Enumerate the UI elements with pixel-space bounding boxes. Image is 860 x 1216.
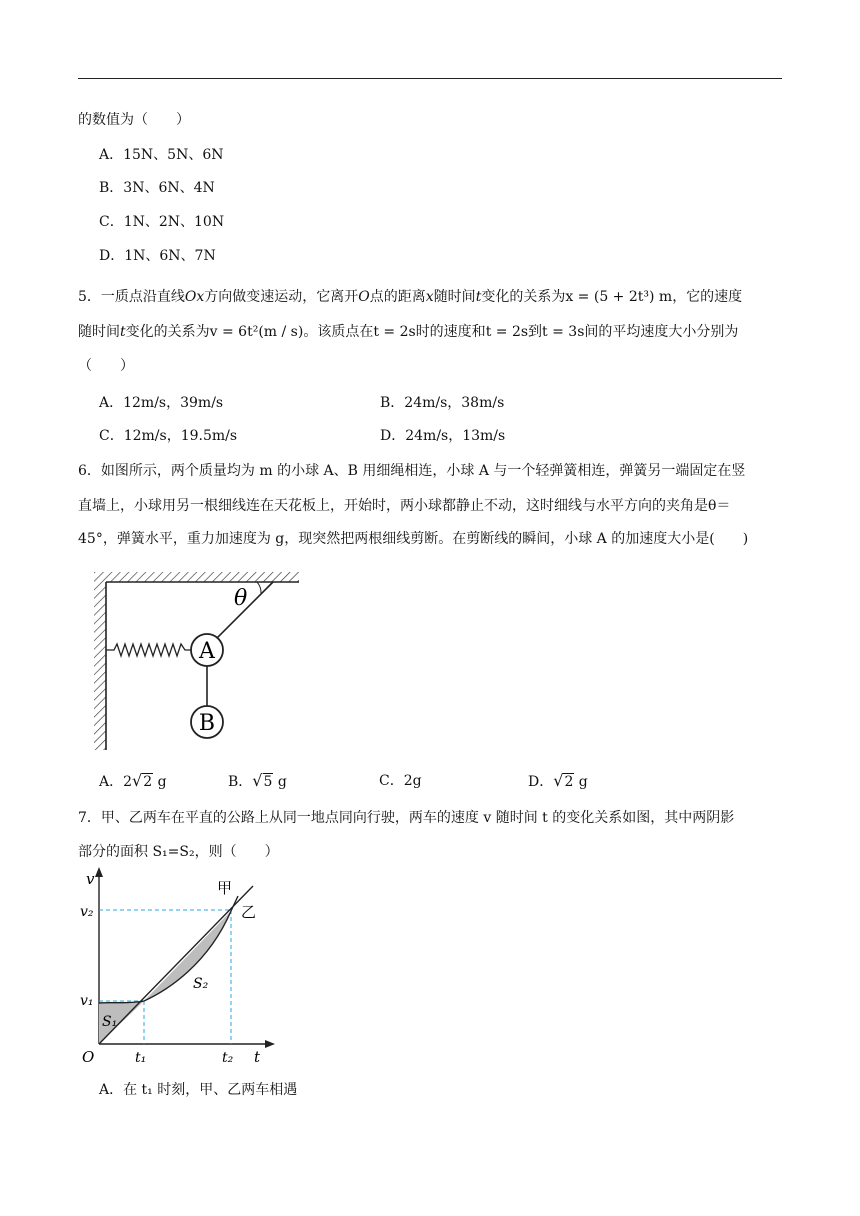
- ceiling-hatch: [94, 572, 299, 582]
- s2-label: S₂: [193, 976, 209, 992]
- t1-label: t₁: [135, 1050, 147, 1064]
- ball-b-label: B: [198, 711, 216, 736]
- q6-line3: 45°，弹簧水平，重力加速度为 g，现突然把两根细线剪断。在剪断线的瞬间，小球 A 的加速度大小是( ): [78, 531, 749, 547]
- q6-line1: 6．如图所示，两个质量均为 m 的小球 A、B 用细绳相连，小球 A 与一个轻弹簧相连，弹簧另一端固定在竖: [78, 463, 746, 479]
- t2-label: t₂: [222, 1050, 234, 1064]
- ball-a-label: A: [199, 639, 215, 664]
- q6-figure: [88, 570, 303, 759]
- spring: [106, 644, 192, 656]
- curve-yi: [99, 896, 238, 1003]
- q6-option-c[interactable]: C．2g: [379, 773, 422, 789]
- q4-option-d[interactable]: D．1N、6N、7N: [99, 248, 216, 264]
- x-axis-label: t: [254, 1048, 261, 1064]
- area-s2: [144, 911, 231, 1001]
- yi-label: 乙: [241, 903, 257, 921]
- q7-graph: [78, 864, 278, 1068]
- q6-option-d[interactable]: D．√2 g: [528, 771, 588, 790]
- q5-formula-v: v = 6t²(m / s): [209, 324, 304, 340]
- q7-option-a[interactable]: A．在 t₁ 时刻，甲、乙两车相遇: [99, 1082, 298, 1098]
- q4-option-c[interactable]: C．1N、2N、10N: [99, 214, 225, 230]
- origin-label: O: [82, 1048, 95, 1064]
- q5-formula-x: x = (5 + 2t³) m: [565, 289, 673, 305]
- q4-option-a[interactable]: A．15N、5N、6N: [99, 147, 224, 163]
- q7-line2: 部分的面积 S₁=S₂，则（ ）: [78, 844, 279, 860]
- v2-label: v₂: [80, 904, 94, 920]
- header-rule: [78, 78, 782, 79]
- y-axis-label: v: [86, 870, 95, 888]
- angle-arc: [257, 582, 261, 593]
- q4-option-b[interactable]: B．3N、6N、4N: [99, 180, 215, 196]
- v1-label: v₁: [80, 993, 94, 1009]
- jia-label: 甲: [217, 879, 233, 897]
- y-axis-arrow: [95, 867, 103, 877]
- q5-line3: （ ）: [78, 358, 134, 374]
- q5-option-b[interactable]: B．24m/s，38m/s: [380, 395, 505, 411]
- q4-tail: 的数值为（ ）: [78, 112, 190, 128]
- wall-hatch: [94, 582, 106, 750]
- s1-label: S₁: [102, 1014, 118, 1030]
- q6-line2: 直墙上，小球用另一根细线连在天花板上，开始时，两小球都静止不动，这时细线与水平方向的夹角是θ＝: [78, 498, 731, 514]
- q6-option-b[interactable]: B．√5 g: [228, 771, 287, 790]
- q7-line1: 7．甲、乙两车在平直的公路上从同一地点同向行驶，两车的速度 v 随时间 t 的变化关系如图，其中两阴影: [78, 810, 735, 826]
- q5-option-c[interactable]: C．12m/s，19.5m/s: [99, 428, 238, 444]
- q6-option-a[interactable]: A．2√2 g: [99, 771, 167, 790]
- q5-line2: 随时间t变化的关系为v = 6t²(m / s)。该质点在t = 2s时的速度和t = 2s到t = 3s间的平均速度大小分别为: [78, 324, 739, 340]
- theta-label: θ: [234, 586, 248, 611]
- x-axis-arrow: [265, 1040, 275, 1048]
- q5-option-d[interactable]: D．24m/s，13m/s: [380, 428, 506, 444]
- q5-option-a[interactable]: A．12m/s，39m/s: [99, 395, 224, 411]
- q5-line1: 5．一质点沿直线Ox方向做变速运动，它离开O点的距离x随时间t变化的关系为x = (5 + 2t³) m，它的速度: [78, 289, 743, 305]
